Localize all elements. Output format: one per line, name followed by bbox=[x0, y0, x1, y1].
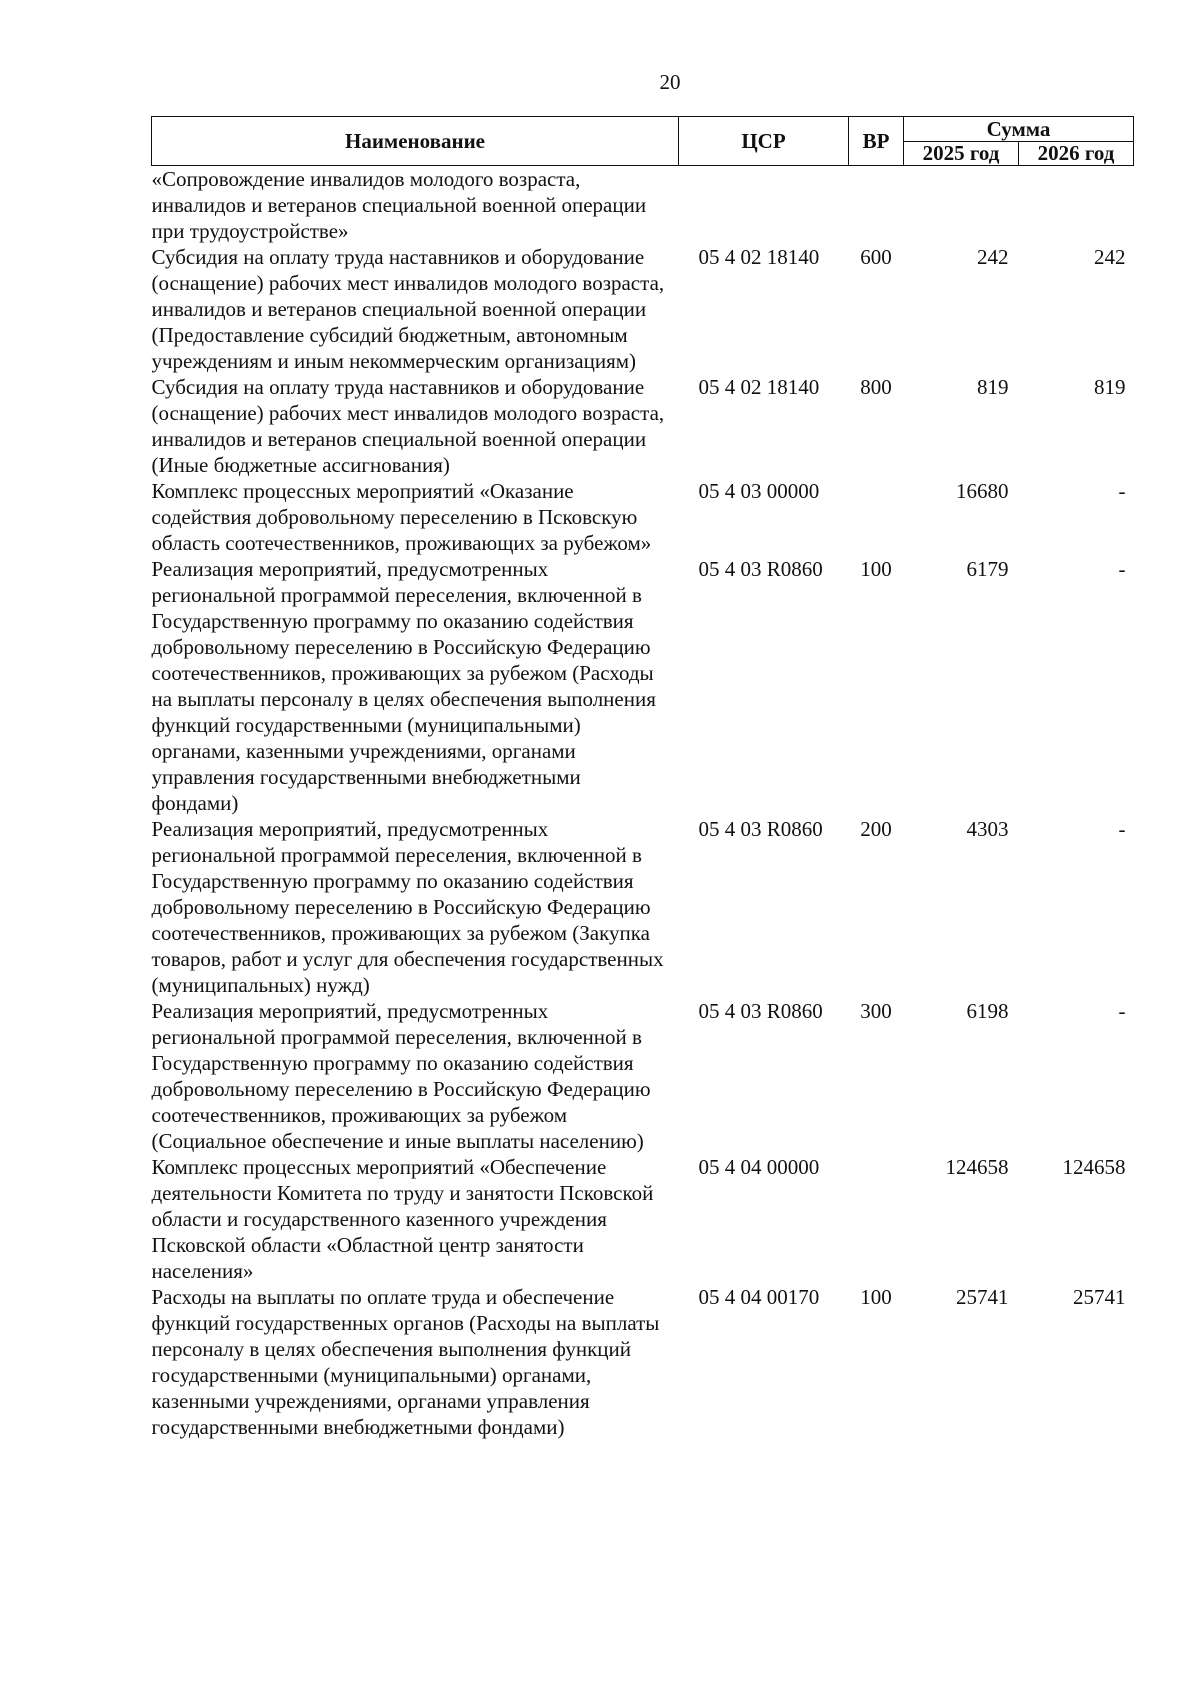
row-csr: 05 4 02 18140 bbox=[698, 375, 820, 399]
row-csr: 05 4 03 00000 bbox=[698, 479, 820, 503]
row-vr: 100 bbox=[860, 557, 892, 581]
row-csr: 05 4 02 18140 bbox=[698, 245, 820, 269]
row-vr: 200 bbox=[860, 817, 892, 841]
page-number: 20 bbox=[659, 70, 681, 94]
row-name: Реализация мероприятий, предусмотренных региональной программой переселения, включенной в Государственную программу по оказанию содействия добровольному переселению в Российскую Федерацию соотечественников, проживающих за рубежом (Закупка товаров, работ и услуг для обеспечения государственных (муниципальных) нужд) bbox=[151, 817, 664, 997]
row-name: Субсидия на оплату труда наставников и оборудование (оснащение) рабочих мест инвалидов молодого возраста, инвалидов и ветеранов специальной военной операции (Предоставление субсидий бюджетным, автономным учреждениям и иным некоммерческим организациям) bbox=[151, 245, 665, 373]
header-csr: ЦСР bbox=[679, 117, 849, 166]
row-csr: 05 4 03 R0860 bbox=[698, 817, 823, 841]
row-name: «Сопровождение инвалидов молодого возраста, инвалидов и ветеранов специальной военной операции при трудоустройстве» bbox=[151, 167, 647, 243]
table-row bbox=[152, 478, 1134, 556]
header-sum: Сумма bbox=[904, 117, 1134, 142]
row-sum-2025: 819 bbox=[977, 375, 1009, 399]
row-sum-2025: 124658 bbox=[945, 1155, 1009, 1179]
budget-table bbox=[151, 116, 1134, 1440]
row-sum-2026: 124658 bbox=[1062, 1155, 1126, 1179]
row-sum-2025: 4303 bbox=[966, 817, 1009, 841]
header-name: Наименование bbox=[152, 117, 679, 166]
row-sum-2026: 819 bbox=[1094, 375, 1126, 399]
table-row bbox=[152, 998, 1134, 1154]
row-sum-2026: 25741 bbox=[1073, 1285, 1126, 1309]
row-name: Комплекс процессных мероприятий «Обеспечение деятельности Комитета по труду и занятости Псковской области и государственного казенного учреждения Псковской области «Областной центр занятости населения» bbox=[151, 1155, 654, 1283]
row-sum-2026: 242 bbox=[1094, 245, 1126, 269]
row-sum-2026: - bbox=[1118, 557, 1126, 581]
row-csr bbox=[679, 166, 849, 245]
table-row bbox=[152, 244, 1134, 374]
row-vr bbox=[849, 478, 904, 556]
row-vr bbox=[849, 166, 904, 245]
row-vr bbox=[849, 1154, 904, 1284]
header-vr: ВР bbox=[849, 117, 904, 166]
row-vr: 300 bbox=[860, 999, 892, 1023]
row-sum-2025: 25741 bbox=[956, 1285, 1009, 1309]
row-csr: 05 4 03 R0860 bbox=[698, 999, 823, 1023]
row-name: Реализация мероприятий, предусмотренных региональной программой переселения, включенной в Государственную программу по оказанию содействия добровольному переселению в Российскую Федерацию соотечественников, проживающих за рубежом (Расходы на выплаты персоналу в целях обеспечения выполнения функций государственными (муниципальными) органами, казенными учреждениями, органами управления государственными внебюджетными фондами) bbox=[151, 557, 656, 815]
row-csr: 05 4 04 00000 bbox=[698, 1155, 820, 1179]
row-sum-2025: 16680 bbox=[956, 479, 1009, 503]
row-csr: 05 4 03 R0860 bbox=[698, 557, 823, 581]
row-sum-2025 bbox=[904, 166, 1019, 245]
row-sum-2026 bbox=[1019, 166, 1134, 245]
table-row bbox=[152, 166, 1134, 245]
header-year-2026: 2026 год bbox=[1019, 141, 1134, 166]
row-name: Расходы на выплаты по оплате труда и обеспечение функций государственных органов (Расходы на выплаты персоналу в целях обеспечения выполнения функций государственными (муниципальными) органами, казенными учреждениями, органами управления государственными внебюджетными фондами) bbox=[151, 1285, 660, 1439]
table-body bbox=[152, 166, 1134, 1441]
table-row bbox=[152, 1154, 1134, 1284]
row-sum-2026: - bbox=[1118, 999, 1126, 1023]
table-row bbox=[152, 1284, 1134, 1440]
row-sum-2025: 242 bbox=[977, 245, 1009, 269]
row-sum-2025: 6179 bbox=[966, 557, 1009, 581]
row-sum-2026: - bbox=[1118, 479, 1126, 503]
row-vr: 800 bbox=[860, 375, 892, 399]
row-vr: 600 bbox=[860, 245, 892, 269]
table-row bbox=[152, 556, 1134, 816]
row-csr: 05 4 04 00170 bbox=[698, 1285, 820, 1309]
row-vr: 100 bbox=[860, 1285, 892, 1309]
row-sum-2025: 6198 bbox=[966, 999, 1009, 1023]
table-row bbox=[152, 374, 1134, 478]
table-header bbox=[152, 117, 1134, 166]
row-name: Субсидия на оплату труда наставников и оборудование (оснащение) рабочих мест инвалидов молодого возраста, инвалидов и ветеранов специальной военной операции (Иные бюджетные ассигнования) bbox=[151, 375, 665, 477]
row-name: Реализация мероприятий, предусмотренных региональной программой переселения, включенной в Государственную программу по оказанию содействия добровольному переселению в Российскую Федерацию соотечественников, проживающих за рубежом (Социальное обеспечение и иные выплаты населению) bbox=[151, 999, 651, 1153]
header-year-2025: 2025 год bbox=[904, 141, 1019, 166]
row-name: Комплекс процессных мероприятий «Оказание содействия добровольному переселению в Псковскую область соотечественников, проживающих за рубежом» bbox=[151, 479, 652, 555]
row-sum-2026: - bbox=[1118, 817, 1126, 841]
table-row bbox=[152, 816, 1134, 998]
